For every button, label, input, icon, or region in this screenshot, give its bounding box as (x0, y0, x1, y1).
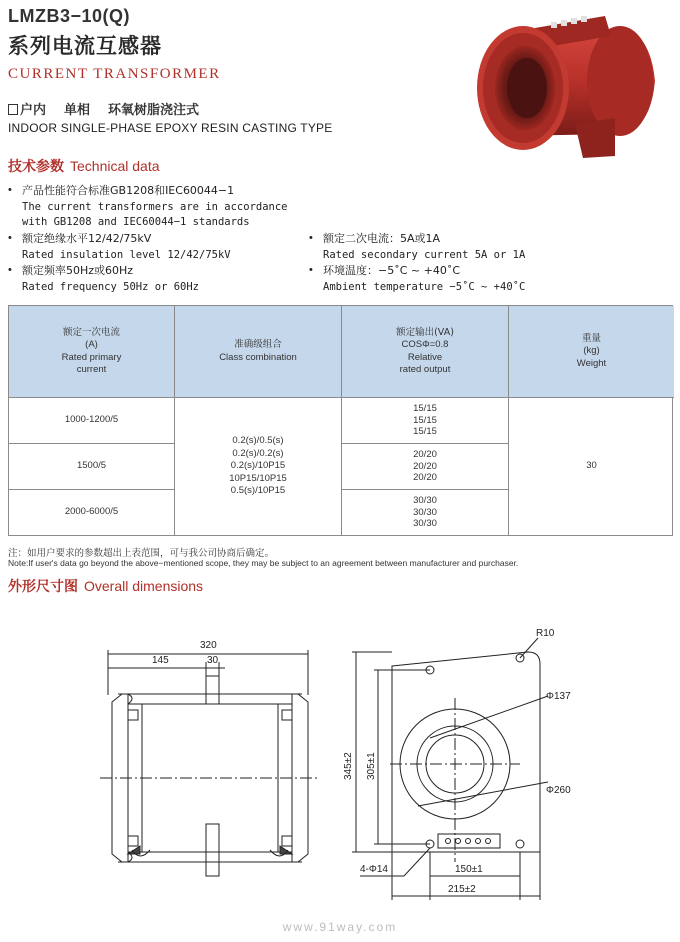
series-title-cn: 系列电流互感器 (8, 34, 162, 58)
dim-label-phi260: Φ260 (546, 785, 571, 796)
spec-text-cn: 环境温度：−5˚C ~ +40˚C (323, 264, 461, 277)
table-cell-output: 20/20 20/20 20/20 (342, 444, 509, 490)
type-line-cn (8, 99, 199, 118)
spec-text-en: Rated insulation level 12/42/75kV (22, 248, 231, 261)
note-en: Note:If user's data go beyond the above−mentioned scope, they may be subject to an agreement between manufacturer and purchaser. (8, 558, 519, 568)
spec-text-en: Rated frequency 50Hz or 60Hz (22, 280, 200, 293)
dim-label-phi137: Φ137 (546, 691, 571, 702)
table-cell-current: 1000-1200/5 (9, 398, 175, 444)
bullet-icon: • (8, 264, 12, 276)
note-cn: 注：如用户要求的参数超出上表范围，可与我公司协商后确定。 (8, 548, 275, 559)
header-weight: 重量 (kg) Weight (509, 306, 674, 398)
type-single-phase: 单相 (64, 103, 91, 118)
table-cell-current: 2000-6000/5 (9, 490, 175, 535)
dim-label-150: 150±1 (455, 864, 483, 875)
dimensions-title (8, 576, 203, 596)
spec-insulation (8, 231, 322, 263)
dim-label-305: 305±1 (366, 752, 377, 780)
tech-data-title (8, 156, 160, 176)
spec-text-en: The current transformers are in accordance (22, 200, 288, 213)
bullet-icon: • (8, 184, 12, 196)
spec-standard (8, 183, 322, 231)
spec-text-cn: 额定二次电流：5A或1A (323, 232, 441, 245)
spec-table (8, 305, 673, 536)
dimensions-title-cn: 外形尺寸图 (8, 579, 78, 595)
table-cell-weight: 30 (586, 460, 597, 472)
header-class-combination: 准确级组合 Class combination (175, 306, 342, 398)
bullet-icon: • (309, 264, 313, 276)
spec-text-cn: 额定频率50Hz或60Hz (22, 264, 134, 277)
spec-frequency (8, 263, 322, 295)
dim-label-145: 145 (152, 655, 169, 666)
table-cell-output: 15/15 15/15 15/15 (342, 398, 509, 444)
type-indoor: 户内 (20, 103, 47, 118)
spec-text-cn: 产品性能符合标准GB1208和IEC60044−1 (22, 184, 235, 197)
table-cell-class: 0.2(s)/0.5(s) 0.2(s)/0.2(s) 0.2(s)/10P15 10P15/10P15 0.5(s)/10P15 (175, 398, 342, 535)
tech-title-en: Technical data (70, 158, 160, 174)
type-epoxy: 环氧树脂浇注式 (108, 103, 200, 118)
dimension-drawing (0, 600, 680, 942)
spec-secondary-current (309, 231, 623, 263)
header-rated-primary: 额定一次电流 (A) Rated primary current (9, 306, 175, 398)
watermark: www.91way.com (282, 920, 398, 934)
dim-label-215: 215±2 (448, 884, 476, 895)
series-title-en: CURRENT TRANSFORMER (8, 66, 221, 82)
dim-label-345: 345±2 (343, 752, 354, 780)
spec-text-en: with GB1208 and IEC60044−1 standards (22, 216, 250, 228)
bullet-icon: • (309, 232, 313, 244)
dimensions-title-en: Overall dimensions (84, 578, 204, 594)
type-line-en: INDOOR SINGLE-PHASE EPOXY RESIN CASTING TYPE (8, 121, 333, 135)
bullet-icon: • (8, 232, 12, 244)
dim-label-30: 30 (207, 655, 219, 666)
model-title: LMZB3−10(Q) (8, 6, 131, 26)
tech-title-cn: 技术参数 (8, 159, 64, 175)
spec-text-cn: 额定绝缘水平12/42/75kV (22, 232, 152, 245)
dim-label-holes: 4-Φ14 (360, 864, 388, 875)
dim-label-r10: R10 (536, 628, 555, 639)
product-photo (465, 6, 673, 158)
table-cell-output: 30/30 30/30 30/30 (342, 490, 509, 535)
dim-label-320: 320 (200, 640, 217, 651)
spec-temperature (309, 263, 623, 295)
spec-text-en: Ambient temperature −5˚C ~ +40˚C (323, 280, 526, 293)
spec-text-en: Rated secondary current 5A or 1A (323, 248, 526, 261)
square-box-icon (8, 104, 18, 115)
header-rated-output: 额定输出(VA) COSΦ=0.8 Relative rated output (342, 306, 509, 398)
table-cell-current: 1500/5 (9, 444, 175, 490)
